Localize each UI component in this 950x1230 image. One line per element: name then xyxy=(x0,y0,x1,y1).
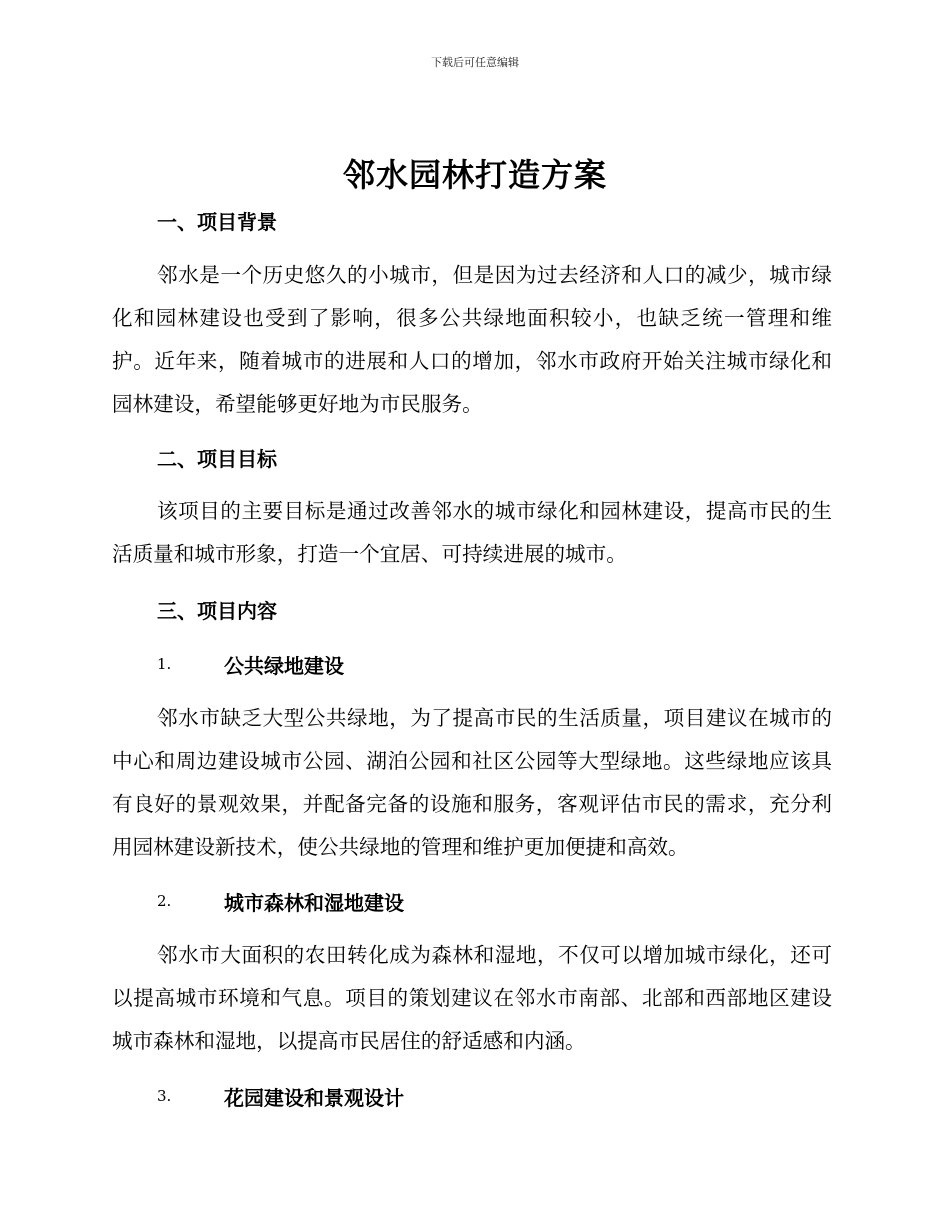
item-paragraph-forest-wetland: 邻水市大面积的农田转化成为森林和湿地，不仅可以增加城市绿化，还可以提高城市环境和气息。项目的策划建议在邻水市南部、北部和西部地区建设城市森林和湿地，以提高市民居住的舒适感和内涵。 xyxy=(112,943,832,1053)
item-number: 2. xyxy=(157,892,172,910)
item-number: 3. xyxy=(157,1087,172,1105)
section-paragraph-background: 邻水是一个历史悠久的小城市，但是因为过去经济和人口的减少，城市绿化和园林建设也受到了影响，很多公共绿地面积较小，也缺乏统一管理和维护。近年来，随着城市的进展和人口的增加，邻水市政府开始关注城市绿化和园林建设，希望能够更好地为市民服务。 xyxy=(112,263,832,416)
section-paragraph-goals: 该项目的主要目标是通过改善邻水的城市绿化和园林建设，提高市民的生活质量和城市形象，打造一个宜居、可持续进展的城市。 xyxy=(112,499,832,566)
document-title: 邻水园林打造方案 xyxy=(342,156,607,194)
item-number: 1. xyxy=(157,655,172,673)
section-heading-background: 一、项目背景 xyxy=(157,210,277,234)
section-heading-goals: 二、项目目标 xyxy=(157,447,277,471)
item-title-forest-wetland: 城市森林和湿地建设 xyxy=(224,891,404,915)
page-header-note: 下载后可任意编辑 xyxy=(431,56,519,69)
item-paragraph-public-green: 邻水市缺乏大型公共绿地，为了提高市民的生活质量，项目建议在城市的中心和周边建设城市公园、湖泊公园和社区公园等大型绿地。这些绿地应该具有良好的景观效果，并配备完备的设施和服务，客观评估市民的需求，充分利用园林建设新技术，使公共绿地的管理和维护更加便捷和高效。 xyxy=(112,706,832,859)
item-title-garden-landscape: 花园建设和景观设计 xyxy=(224,1086,404,1110)
section-heading-content: 三、项目内容 xyxy=(157,599,277,623)
item-title-public-green: 公共绿地建设 xyxy=(224,654,344,678)
